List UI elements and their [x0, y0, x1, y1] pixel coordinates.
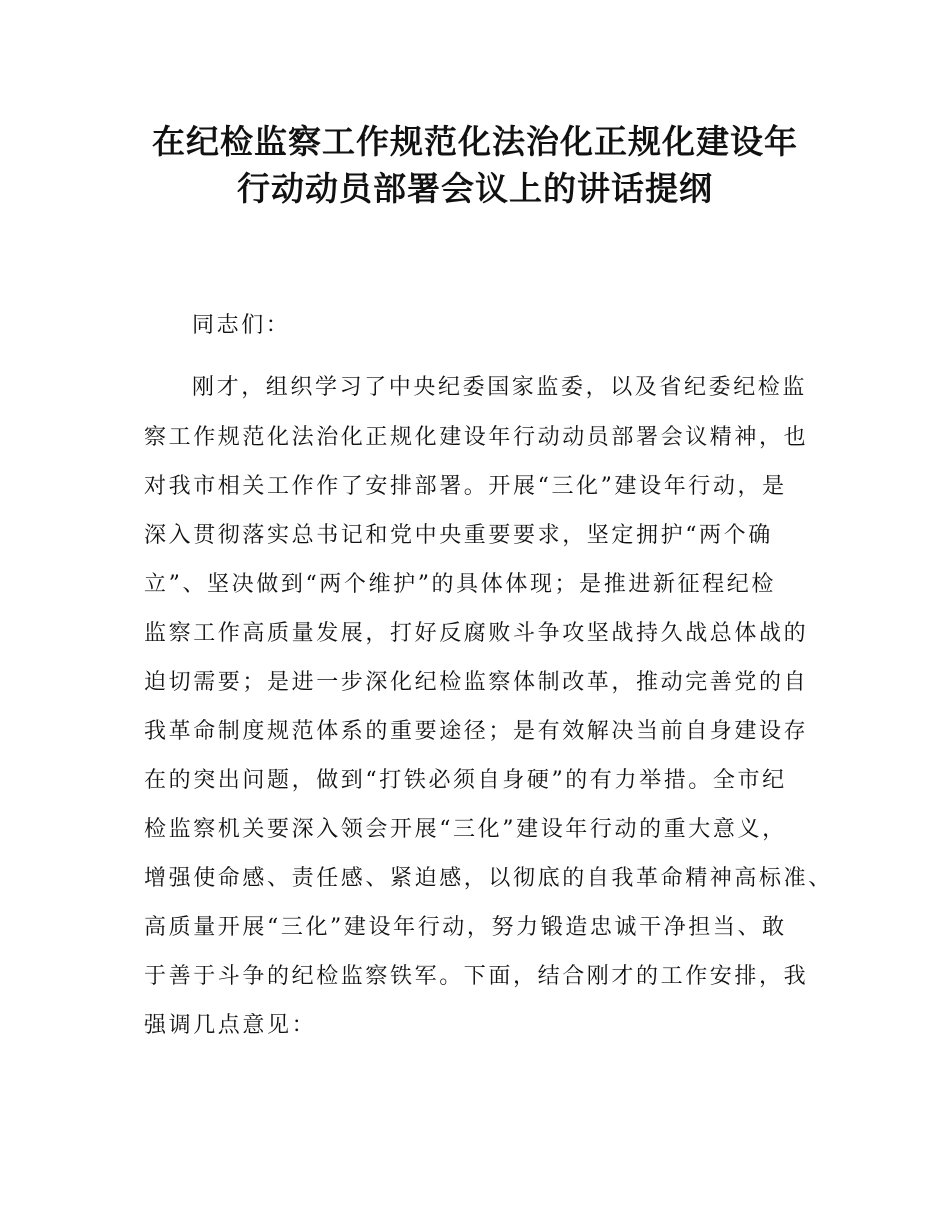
paragraph-line: 深入贯彻落实总书记和党中央重要要求，坚定拥护“两个确	[144, 523, 773, 548]
paragraph-line: 察工作规范化法治化正规化建设年行动动员部署会议精神，也	[144, 425, 809, 450]
paragraph-line: 刚才，组织学习了中央纪委国家监委，以及省纪委纪检监	[192, 375, 808, 400]
paragraph-line: 对我市相关工作作了安排部署。开展“三化”建设年行动，是	[144, 474, 787, 499]
paragraph-line: 检监察机关要深入领会开展“三化”建设年行动的重大意义，	[144, 817, 787, 842]
paragraph-line: 于善于斗争的纪检监察铁军。下面，结合刚才的工作安排，我	[144, 964, 809, 989]
paragraph-line: 增强使命感、责任感、紧迫感，以彻底的自我革命精神高标准、	[144, 866, 833, 891]
document-title-line-2: 行动动员部署会议上的讲话提纲	[237, 169, 713, 208]
paragraph-line: 我革命制度规范体系的重要途径；是有效解决当前自身建设存	[144, 719, 809, 744]
paragraph-line: 在的突出问题，做到“打铁必须自身硬”的有力举措。全市纪	[144, 768, 787, 793]
paragraph-line: 迫切需要；是进一步深化纪检监察体制改革，推动完善党的自	[144, 670, 809, 695]
paragraph-line: 强调几点意见：	[144, 1013, 317, 1038]
paragraph-line: 监察工作高质量发展，打好反腐败斗争攻坚战持久战总体战的	[144, 621, 809, 646]
paragraph-line: 高质量开展“三化”建设年行动，努力锻造忠诚干净担当、敢	[144, 915, 787, 940]
salutation: 同志们：	[192, 313, 291, 338]
paragraph-line: 立”、坚决做到“两个维护”的具体体现；是推进新征程纪检	[144, 572, 776, 597]
document-title-line-1: 在纪检监察工作规范化法治化正规化建设年	[152, 122, 798, 161]
